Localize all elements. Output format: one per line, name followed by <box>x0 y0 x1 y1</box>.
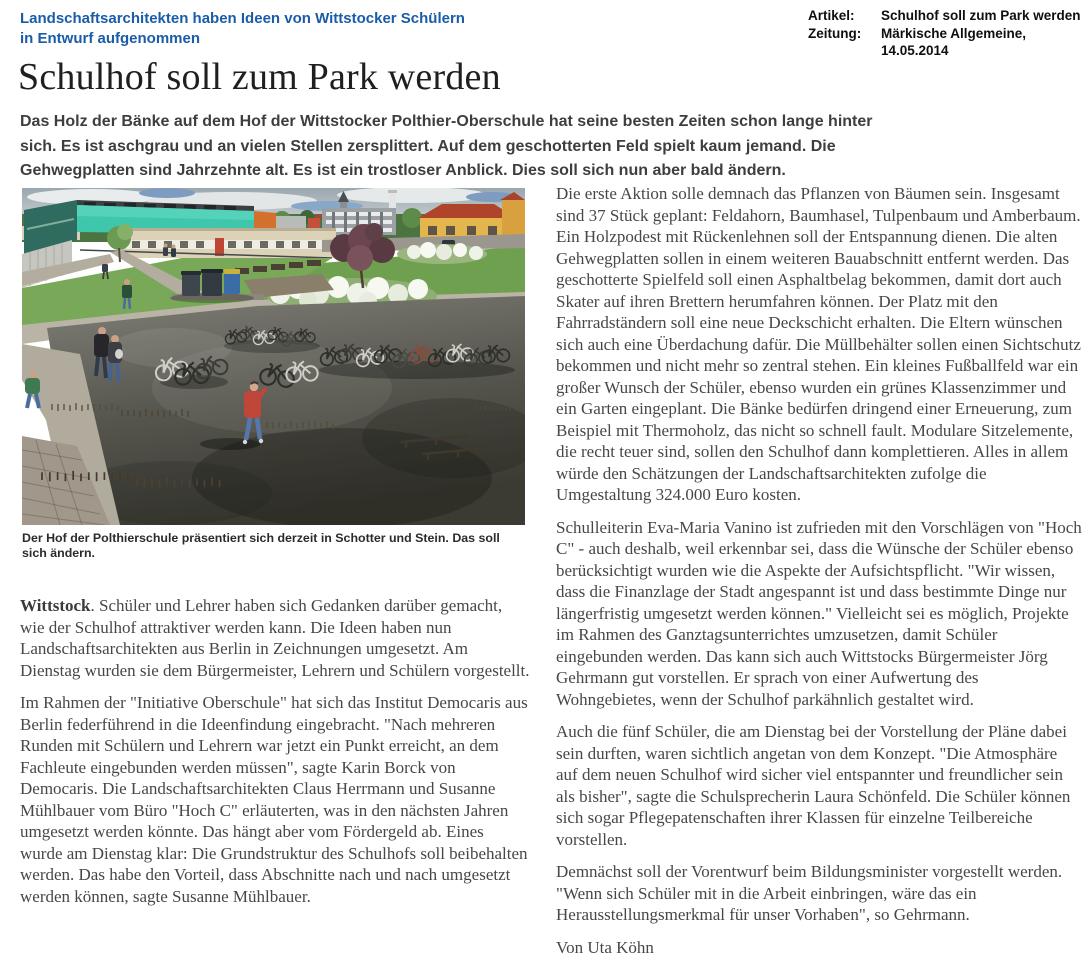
right-paragraph-4: Demnächst soll der Vorentwurf beim Bildungsminister vorgestellt werden. "Wenn sich Schüler mit in die Arbeit einbringen, wäre das ein Herausstellungsmerkmal für unser Vorhaben", so Gehrmann. <box>556 862 1063 924</box>
left-paragraph-2: Im Rahmen der "Initiative Oberschule" hat sich das Institut Democaris aus Berlin federführend in die Ideenfindung eingebracht. "Nach mehreren Runden mit Schülern und Lehrern war jetzt ein Punkt erreicht, an dem Fachleute eingebunden werden müssen", sagte Karin Borck von Democaris. Die Landschaftsarchitekten Claus Herrmann und Susanne Mühlbauer vom Büro "Hoch C" erläuterten, was in den nächsten Jahren umgesetzt werden könnte. Das hängt aber vom Fördergeld ab. Eines wurde am Dienstag klar: Die Grundstruktur des Schulhofs soll beibehalten werden. Das habe den Vorteil, dass Abschnitte nach und nach umgesetzt werden können, sagte Susanne Mühlbauer. <box>20 693 528 906</box>
right-column <box>556 183 1082 969</box>
meta-label-artikel: Artikel: <box>808 8 855 23</box>
page-title: Schulhof soll zum Park werden <box>18 56 501 98</box>
left-column <box>20 595 530 918</box>
schoolyard-photo-svg <box>22 188 525 525</box>
intro-paragraph: Das Holz der Bänke auf dem Hof der Wittstocker Polthier-Oberschule hat seine besten Zeiten schon lange hinter sich. Es ist aschgrau und an vielen Stellen zersplittert. Auf dem geschotterten Feld spielt kaum jemand. Die Gehwegplatten sind Jahrzehnte alt. Es ist ein trostloser Anblick. Dies soll sich nun aber bald ändern. <box>20 113 873 179</box>
byline: Von Uta Köhn <box>556 937 654 957</box>
right-paragraph-3: Auch die fünf Schüler, die am Dienstag bei der Vorstellung der Pläne dabei sein durften, waren sichtlich angetan von dem Konzept. "Die Atmosphäre auf dem neuen Schulhof wird sicher viel entspannter und freundlicher sein als bisher", sagte die Schulsprecherin Laura Schönfeld. Die Schüler können sich sogar Pflegepatenschaften ihrer Klassen für einzelne Teilbereiche vorstellen. <box>556 722 1071 849</box>
photo-caption: Der Hof der Polthierschule präsentiert sich derzeit in Schotter und Stein. Das soll sich ändern. <box>22 531 500 560</box>
left-paragraph-1-text: . Schüler und Lehrer haben sich Gedanken darüber gemacht, wie der Schulhof attraktiver werden kann. Die Ideen haben nun Landschaftsarchitekten aus Berlin in Zeichnungen umgesetzt. Am Dienstag wurden sie dem Bürgermeister, Lehrern und Schülern vorgestellt. <box>20 596 530 680</box>
right-paragraph-1: Die erste Aktion solle demnach das Pflanzen von Bäumen sein. Insgesamt sind 37 Stück geplant: Feldahorn, Baumhasel, Tulpenbaum und Amberbaum. Ein Holzpodest mit Rückenlehnen soll der Entspannung dienen. Die alten Gehwegplatten sollen in einem weiteren Bauabschnitt entfernt werden. Das geschotterte Spielfeld soll einen Asphaltbelag bekommen, damit dort auch Skater auf ihren Brettern herumfahren können. Der Platz mit den Fahrradständern soll eine neue Deckschicht erhalten. Die Eltern wünschen sich auch eine Überdachung dafür. Die Müllbehälter sollen einen Sichtschutz bekommen und nicht mehr so zentral stehen. Ein kleines Fußballfeld war ein großer Wunsch der Schüler, ebenso wurden ein grünes Klassenzimmer und ein Garten eingeplant. Die Bänke bedürfen dringend einer Erneuerung, zum Beispiel mit Thermoholz, das nicht so schnell fault. Modulare Sitzelemente, die recht teuer sind, sollen den Schulhof dann komplettieren. Alles in allem würde den Schätzungen der Landschaftsarchitekten zufolge die Umgestaltung 324.000 Euro kosten. <box>556 184 1081 504</box>
meta-value-zeitung: Märkische Allgemeine, 14.05.2014 <box>881 25 1027 58</box>
photo-gravel-yard <box>47 296 525 525</box>
dateline: Wittstock <box>20 596 91 615</box>
schoolyard-photo <box>22 188 525 525</box>
article-meta <box>808 7 1092 60</box>
meta-label-zeitung: Zeitung: <box>808 25 862 41</box>
meta-value-artikel: Schulhof soll zum Park werden <box>881 8 1081 23</box>
left-paragraph-1 <box>20 595 530 681</box>
right-paragraph-2: Schulleiterin Eva-Maria Vanino ist zufrieden mit den Vorschlägen von "Hoch C" - auch deshalb, weil erkennbar sei, dass die Wünsche der Schüler ebenso berücksichtigt wurden wie die Aspekte der Aufsichtspflicht. "Wir wissen, dass die Finanzlage der Stadt angespannt ist und dass bestimmte Dinge nur längerfristig umgesetzt werden können." Vielleicht sei es möglich, Projekte im Rahmen des Ganztagsunterrichtes umzusetzen, damit Schüler eingebunden werden. Das kann sich auch Wittstocks Bürgermeister Jörg Gehrmann gut vorstellen. Er sprach von einer Aufwertung des Wohngebietes, wenn der Schulhof parkähnlich gestaltet wird. <box>556 517 1082 709</box>
kicker-link[interactable]: Landschaftsarchitekten haben Ideen von Wittstocker Schülern in Entwurf aufgenommen <box>20 10 465 47</box>
